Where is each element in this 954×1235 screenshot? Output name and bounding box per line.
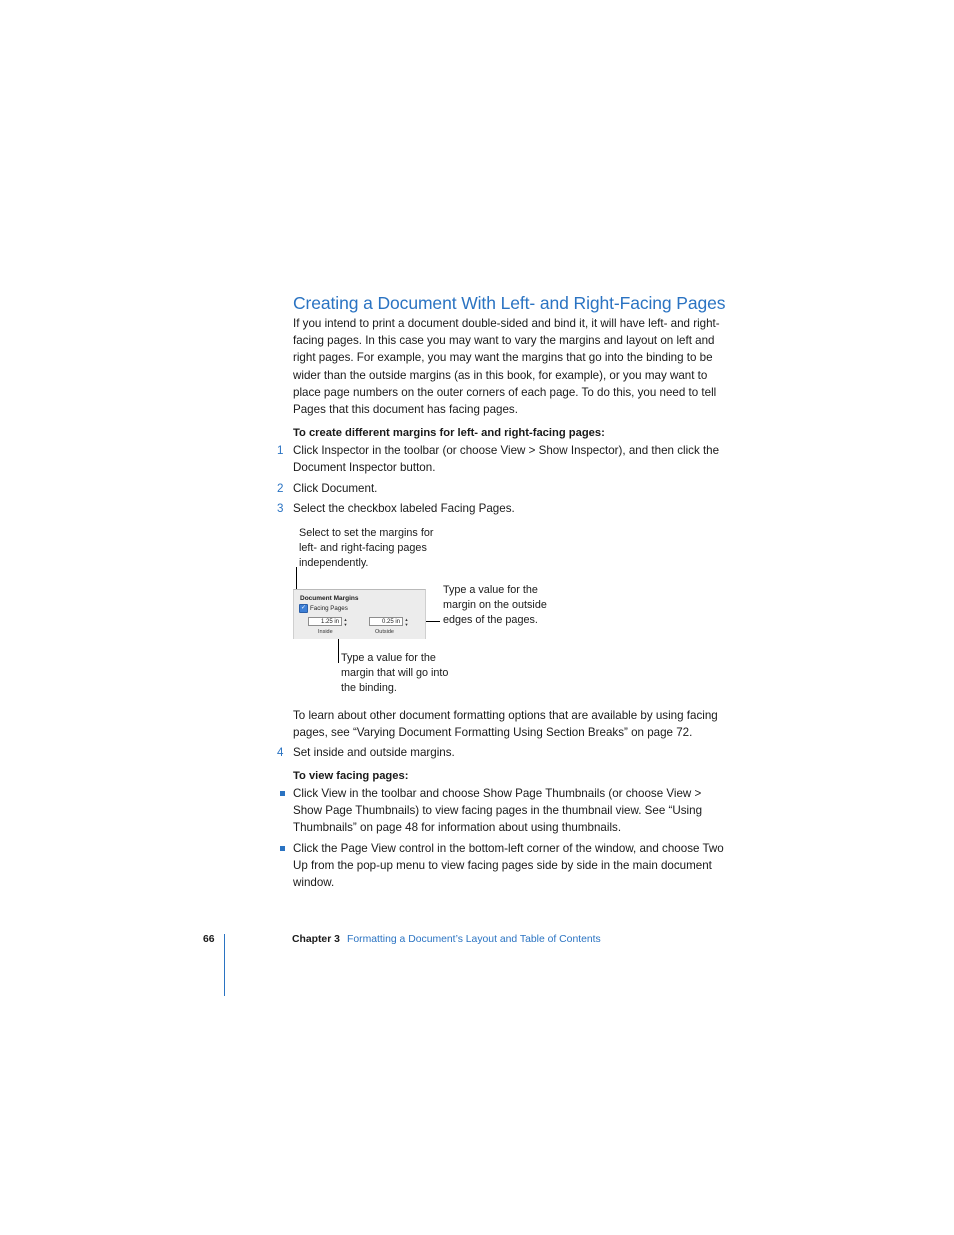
- panel-title: Document Margins: [300, 595, 359, 602]
- step-number: 4: [277, 746, 284, 759]
- bullet-icon: [280, 791, 285, 796]
- bullet-icon: [280, 846, 285, 851]
- outside-label: Outside: [375, 629, 394, 635]
- bullet-text: Click the Page View control in the bottom-left corner of the window, and choose Two Up from the pop-up menu to view facing pages side by side in the main document window.: [293, 842, 724, 890]
- callout-inside-margin: Type a value for the margin that will go into the binding.: [341, 652, 449, 694]
- task-heading-view: To view facing pages:: [293, 770, 409, 782]
- step-text: Select the checkbox labeled Facing Pages.: [293, 502, 515, 515]
- step-number: 3: [277, 502, 284, 515]
- facing-pages-checkbox[interactable]: [299, 604, 308, 613]
- step-number: 1: [277, 444, 284, 457]
- step-item: [277, 480, 733, 497]
- task-heading-margins: To create different margins for left- and right-facing pages:: [293, 427, 605, 439]
- step-number: 2: [277, 482, 284, 495]
- inside-margin-stepper[interactable]: [343, 617, 348, 627]
- callout-outside-margin: Type a value for the margin on the outside edges of the pages.: [443, 584, 547, 626]
- inside-label: Inside: [318, 629, 333, 635]
- page-number: 66: [203, 934, 215, 945]
- stepper-up-icon: ▲: [343, 617, 348, 622]
- step-item: [277, 500, 733, 517]
- bullet-text: Click View in the toolbar and choose Show Page Thumbnails (or choose View > Show Page Thumbnails) to view facing pages in the thumbnail view. See “Using Thumbnails” on page 48 for information about using thumbnails.: [293, 787, 703, 835]
- checkmark-icon: ✓: [300, 605, 307, 611]
- step-text: Click Document.: [293, 482, 378, 495]
- stepper-up-icon: ▲: [404, 617, 409, 622]
- footer-chapter-title: Formatting a Document’s Layout and Table of Contents: [347, 934, 601, 945]
- bullet-item: [293, 785, 733, 837]
- footer-rule: [224, 934, 225, 996]
- intro-paragraph: If you intend to print a document double-sided and bind it, it will have left- and right-facing pages. In this case you may want to vary the margins and layout on left and right pages. For example, you may want the margins that go into the binding to be wider than the outside margins (as in this book, for example), or you may want to place page numbers on the outer corners of each page. To do this, you need to tell Pages that this document has facing pages.: [293, 317, 720, 417]
- facing-pages-label: Facing Pages: [310, 605, 348, 612]
- step-item: [277, 442, 733, 476]
- step-item: [277, 744, 733, 761]
- step-text: Set inside and outside margins.: [293, 746, 455, 759]
- outside-margin-stepper[interactable]: [404, 617, 409, 627]
- footer-chapter: Chapter 3: [292, 934, 340, 945]
- bullet-item: [293, 840, 733, 892]
- outside-margin-field[interactable]: 0.25 in: [369, 617, 403, 626]
- step-text: Click Inspector in the toolbar (or choose View > Show Inspector), and then click the Document Inspector button.: [293, 444, 720, 475]
- document-margins-panel: [293, 589, 426, 639]
- inside-margin-field[interactable]: 1.25 in: [308, 617, 342, 626]
- stepper-down-icon: ▼: [404, 622, 409, 627]
- section-heading: Creating a Document With Left- and Right-Facing Pages: [293, 293, 726, 313]
- stepper-down-icon: ▼: [343, 622, 348, 627]
- callout-facing-pages: Select to set the margins for left- and right-facing pages independently.: [299, 527, 434, 569]
- followup-paragraph: To learn about other document formatting options that are available by using facing pages, see “Varying Document Formatting Using Section Breaks” on page 72.: [293, 709, 718, 740]
